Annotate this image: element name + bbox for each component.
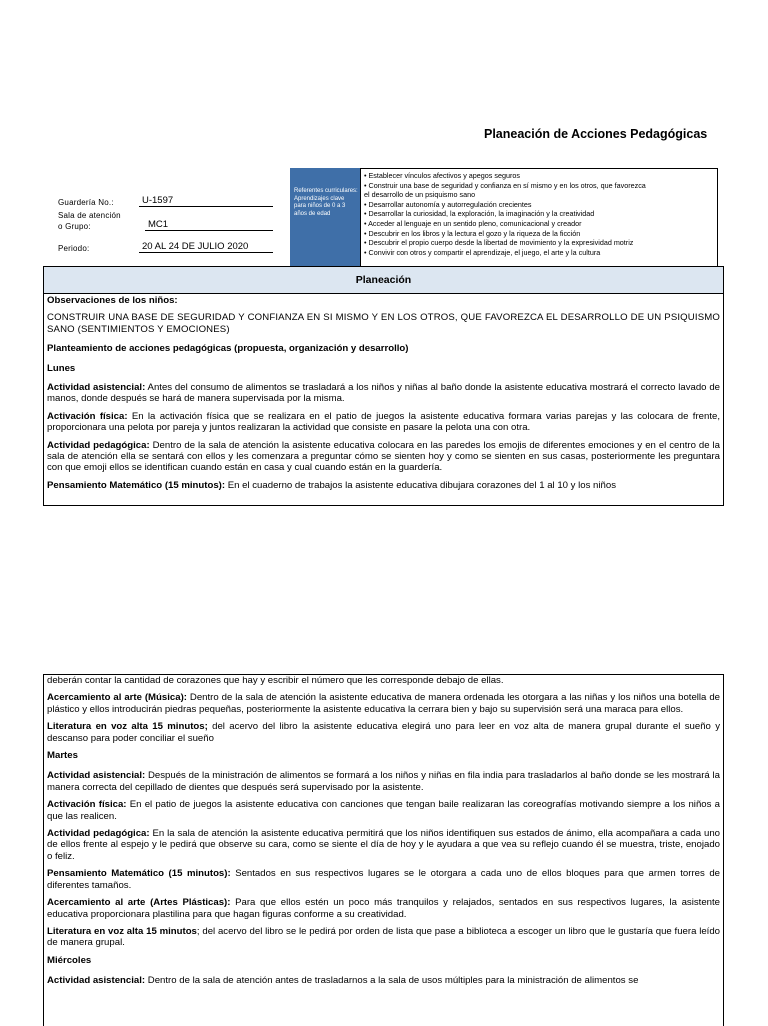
activity-paragraph	[47, 868, 720, 891]
activity-text: Dentro de la sala de atención la asistente educativa de manera ordenada les otorgara a las niñas y los niños una botella de plástico y ellos introducirán piedras pequeñas, posteriormente la asistente educativa la cerrara bien y bajo su supervisión será una maraca para ellos.	[47, 692, 720, 715]
sala-label-1: Sala de atención	[58, 211, 121, 220]
activity-paragraph	[47, 692, 720, 715]
periodo-label: Periodo:	[58, 244, 90, 253]
activity-label: Actividad asistencial:	[47, 975, 146, 987]
guarderia-label: Guardería No.:	[58, 198, 114, 207]
activity-label: Actividad pedagógica:	[47, 828, 150, 840]
planteamiento-title: Planteamiento de acciones pedagógicas (propuesta, organización y desarrollo)	[47, 343, 409, 355]
day-miercoles: Miércoles	[47, 954, 92, 966]
activity-label: Literatura en voz alta 15 minutos;	[47, 721, 208, 733]
activity-text: En la sala de atención la asistente educativa permitirá que los niños identifiquen sus estados de ánimo, ella acompañara a cada uno de ellos frente al espejo y le pedirá que observe su cara, como se siente el día de hoy y le ayudara a que vea su reflejo cuando él se muestra, triste, enojado o feliz.	[47, 828, 720, 862]
day-martes: Martes	[47, 750, 78, 762]
activity-text: Para que ellos estén un poco más tranquilos y relajados, sentados en sus respectivos lugares, la asistente educativa proporcionara plastilina para que hagan figuras conforme a su creatividad.	[47, 897, 720, 920]
activity-paragraph	[47, 799, 720, 822]
referente-item: • Acceder al lenguaje en un sentido pleno, comunicacional y creador	[364, 218, 582, 228]
referente-item: • Construir una base de seguridad y confianza en sí mismo y en los otros, que favorezca	[364, 180, 646, 190]
activity-paragraph	[47, 897, 720, 920]
activity-label: Actividad asistencial:	[47, 382, 146, 394]
referente-item: el desarrollo de un psiquismo sano	[364, 190, 476, 200]
referente-item: • Descubrir el propio cuerpo desde la libertad de movimiento y la expresividad motriz	[364, 238, 634, 248]
activity-text: ; del acervo del libro se le pedirá por orden de lista que pase a biblioteca a escoger un libro que le gustaría que fuera leído de manera grupal.	[47, 925, 721, 949]
periodo-value: 20 AL 24 DE JULIO 2020	[139, 241, 273, 253]
activity-text: Dentro de la sala de atención antes de trasladarnos a la sala de usos múltiples para la ministración de alimentos se	[145, 975, 639, 987]
activity-text: Dentro de la sala de atención la asistente educativa colocara en las paredes los emojis de diferentes emociones y en el centro de la sala de atención ella se sentará con ellos y les comenzara a preguntar cómo se sienten hoy y como se sienten en sus casas, posteriormente les preguntara con que emoji ellos se identifican cuando están en casa y cual cuando están en la guardería.	[47, 439, 720, 474]
planeacion-section-page1	[43, 266, 724, 506]
activity-label: Activación física:	[47, 410, 128, 422]
planeacion-section-page2	[43, 674, 724, 1026]
activity-label: Actividad pedagógica:	[47, 439, 150, 451]
observaciones-text: CONSTRUIR UNA BASE DE SEGURIDAD Y CONFIANZA EN SI MISMO Y EN LOS OTROS, QUE FAVOREZCA EL DESARROLLO DE UN PSIQUISMO SANO (SENTIMIENTOS Y EMOCIONES)	[47, 312, 720, 335]
activity-text: del acervo del libro la asistente educativa elegirá uno para leer en voz alta de manera grupal durante el sueño y descanso para poder conciliar el sueño	[47, 721, 720, 744]
observaciones-title: Observaciones de los niños:	[47, 295, 178, 306]
sala-value: MC1	[145, 219, 273, 231]
activity-paragraph	[47, 721, 720, 744]
activity-label: Activación física:	[47, 799, 127, 811]
page-title: Planeación de Acciones Pedagógicas	[484, 127, 708, 141]
activity-paragraph	[47, 411, 720, 434]
activity-text: Después de la ministración de alimentos se formará a los niños y niñas en fila india para trasladarlos al baño donde se les mostrará la manera correcta del cepillado de dientes que después será supervisado por la asistente.	[47, 770, 721, 793]
activity-text: En el patio de juegos la asistente educativa con canciones que tengan baile realizaran las coreografías motivando siempre a los niños a que las realicen.	[47, 799, 720, 822]
referentes-label: Referentes curriculares: Aprendizajes clave para niños de 0 a 3 años de edad	[290, 168, 360, 267]
activity-text: En la activación física que se realizara en el patio de juegos la asistente educativa formara varias parejas y las colocara de frente, proporcionara una pelota por pareja y juntos realizaran la actividad que consiste en pasare la pelota una con otra.	[47, 410, 720, 434]
referente-item: • Convivir con otros y compartir el aprendizaje, el juego, el arte y la cultura	[364, 247, 601, 257]
referente-item: • Establecer vínculos afectivos y apegos seguros	[364, 171, 520, 180]
activity-paragraph	[47, 926, 720, 949]
referente-item: • Desarrollar autonomía y autorregulación crecientes	[364, 199, 532, 209]
activity-label: Acercamiento al arte (Artes Plásticas):	[47, 897, 231, 909]
sala-label-2: o Grupo:	[58, 222, 91, 231]
activity-text: Antes del consumo de alimentos se trasladará a los niños y niñas al baño donde la asistente educativa mostrará el correcto lavado de manos, donde después se hará de manera supervisada por la misma.	[47, 382, 720, 405]
planeacion-header: Planeación	[44, 267, 723, 294]
referente-item: • Descubrir en los libros y la lectura el gozo y la riqueza de la ficción	[364, 228, 581, 238]
continued-text: deberán contar la cantidad de corazones que hay y escribir el número que les corresponde debajo de ellas.	[47, 675, 504, 686]
activity-paragraph	[47, 382, 720, 405]
activity-paragraph	[47, 770, 720, 793]
activity-label: Acercamiento al arte (Música):	[47, 692, 187, 704]
activity-paragraph	[47, 480, 720, 491]
activity-text: En el cuaderno de trabajos la asistente educativa dibujara corazones del 1 al 10 y los niños	[225, 479, 616, 491]
activity-label: Literatura en voz alta 15 minutos	[47, 925, 197, 937]
activity-label: Pensamiento Matemático (15 minutos):	[47, 868, 231, 880]
activity-paragraph	[47, 828, 720, 862]
guarderia-value: U-1597	[139, 195, 273, 207]
referente-item: • Desarrollar la curiosidad, la exploración, la imaginación y la creatividad	[364, 209, 595, 219]
activity-label: Pensamiento Matemático (15 minutos):	[47, 479, 226, 491]
day-lunes: Lunes	[47, 362, 76, 374]
activity-paragraph	[47, 975, 720, 986]
activity-paragraph	[47, 440, 720, 474]
activity-text: Sentados en sus respectivos lugares se le otorgara a cada uno de ellos bloques para que armen torres de diferentes tamaños.	[47, 868, 720, 891]
activity-label: Actividad asistencial:	[47, 770, 146, 782]
referentes-list	[360, 168, 718, 267]
